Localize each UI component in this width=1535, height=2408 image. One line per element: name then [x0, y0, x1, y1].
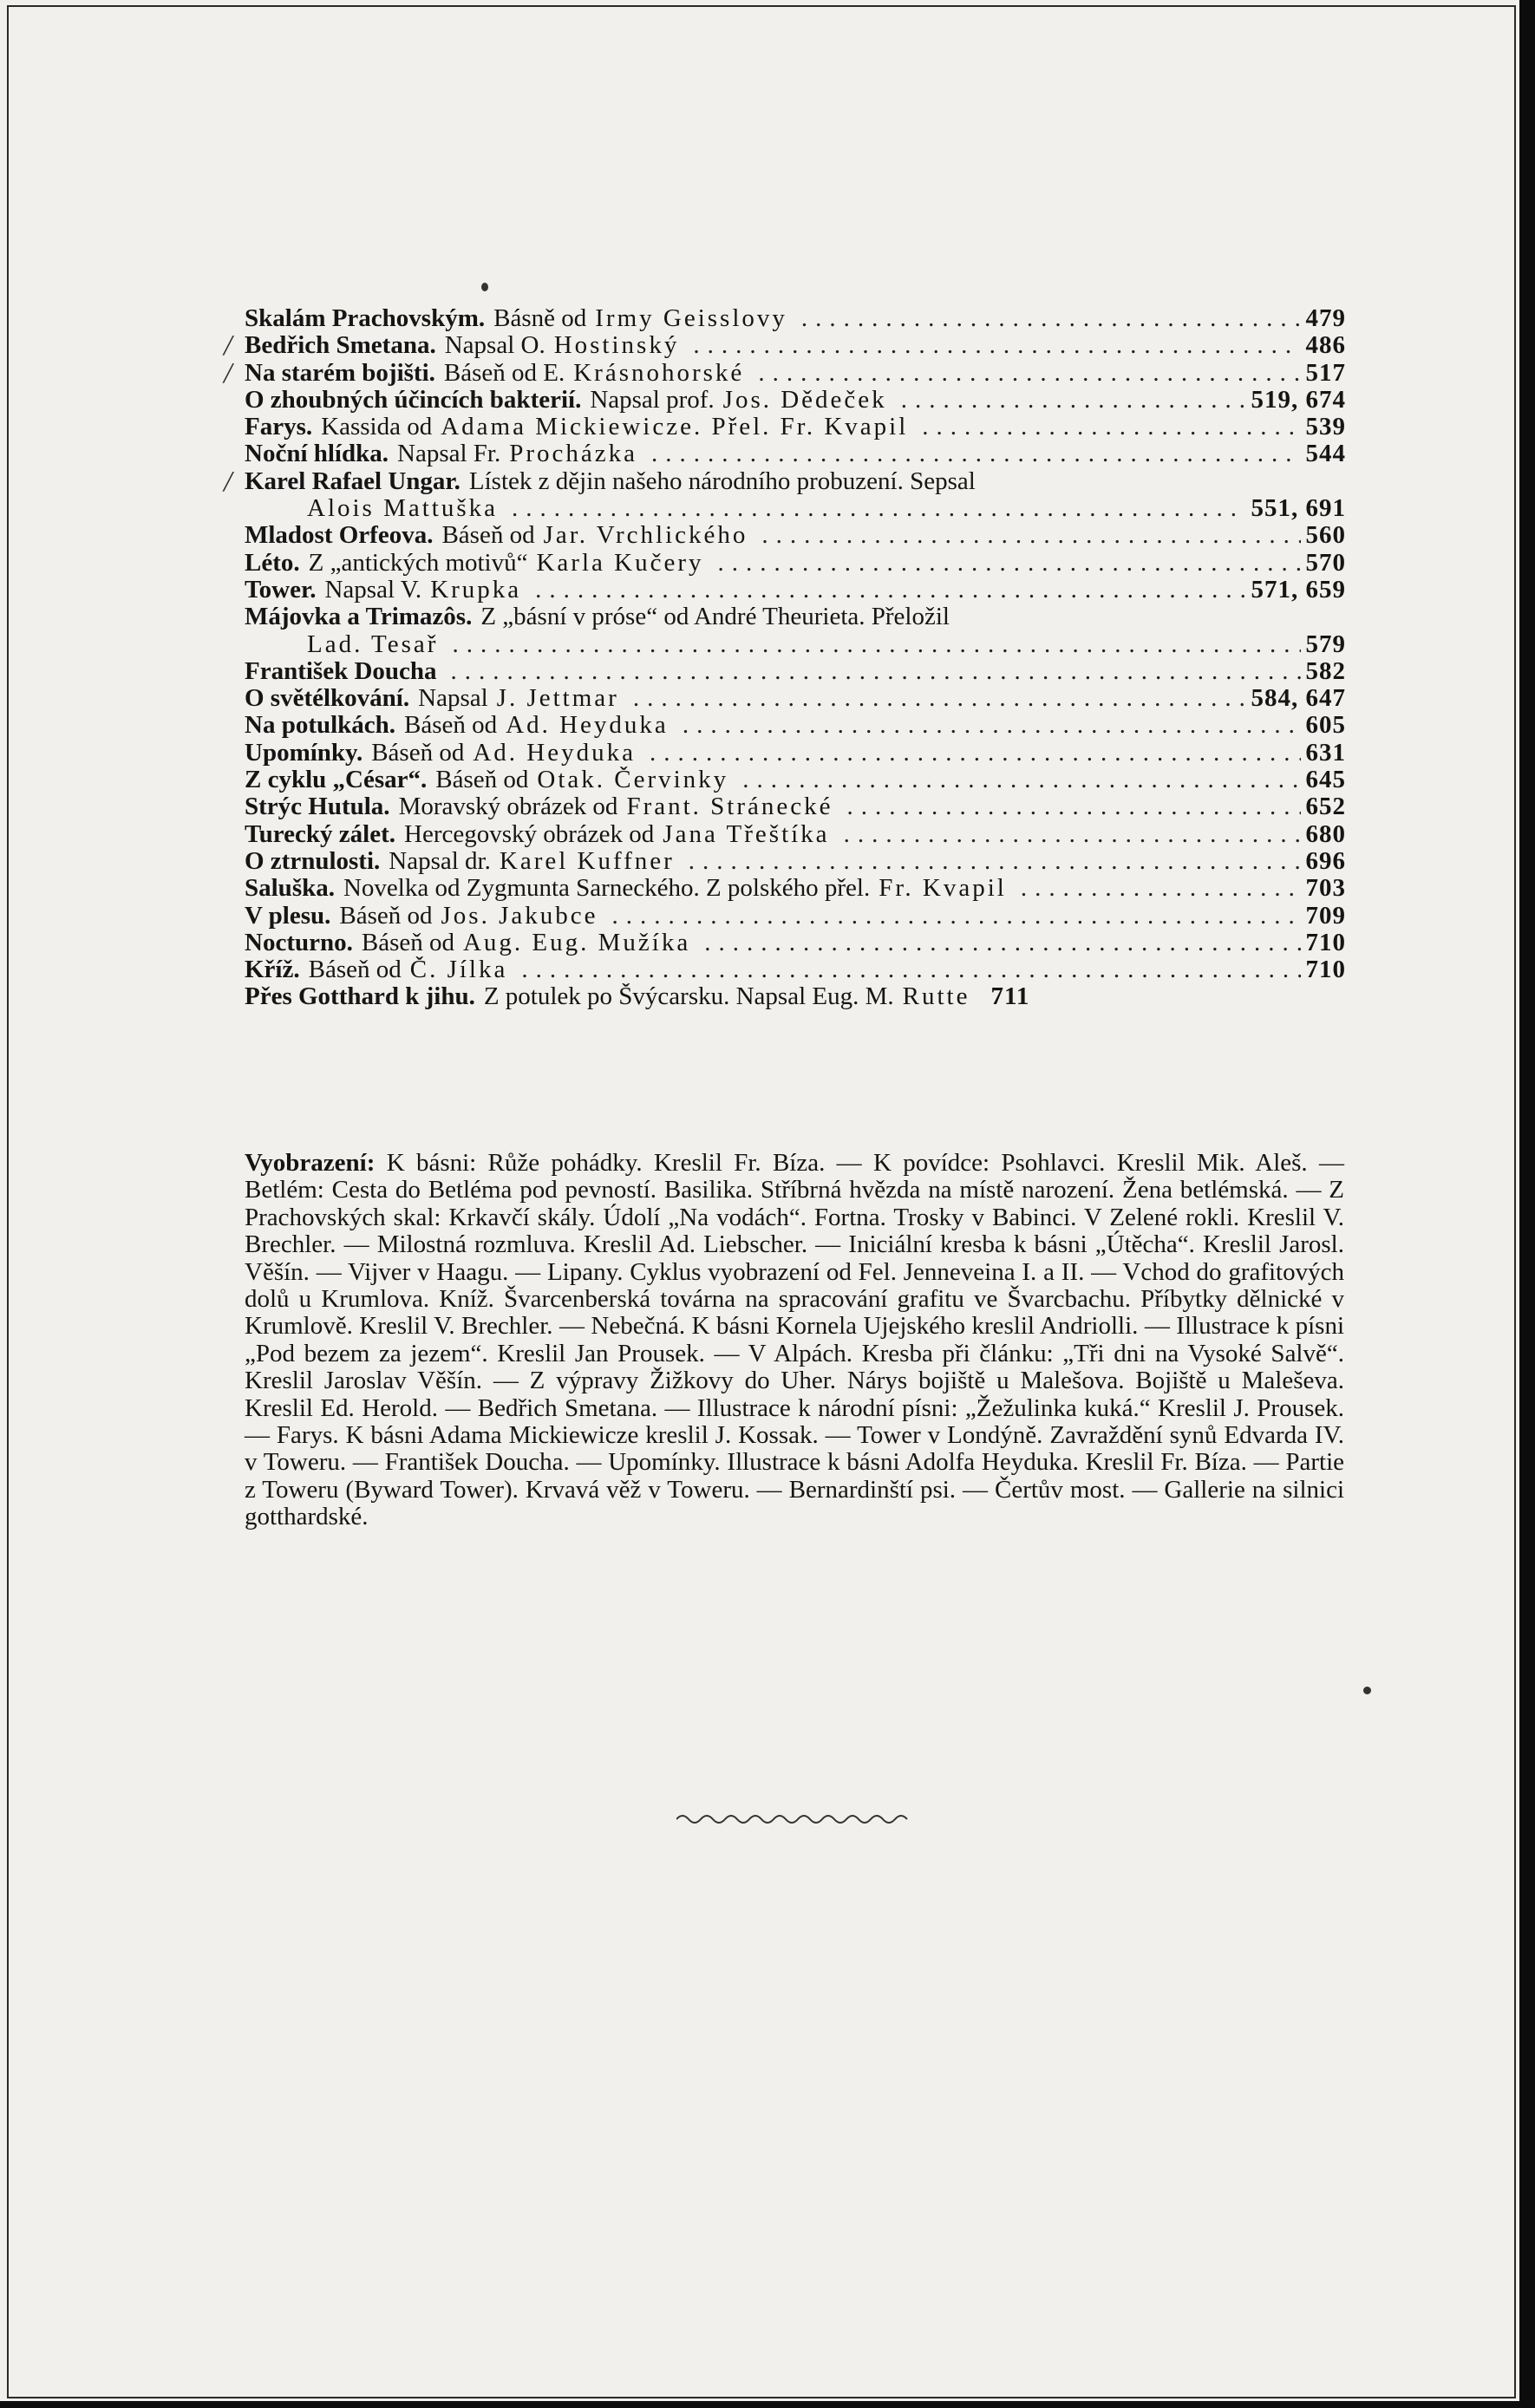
- toc-entry-pages: 709: [1305, 902, 1346, 930]
- toc-entry-pages: 544: [1305, 440, 1346, 468]
- toc-entry-title: Saluška.: [245, 875, 335, 903]
- pencil-check-mark-icon: /: [224, 330, 232, 362]
- dot-leader: [451, 658, 1301, 685]
- toc-entry-author: J. Jettmar: [496, 685, 619, 713]
- toc-entry-description: Báseň od: [435, 767, 529, 794]
- toc-entry-title: Májovka a Trimazôs.: [245, 604, 473, 631]
- illustrations-list: [245, 1150, 1344, 1531]
- toc-entry: [245, 604, 1346, 630]
- print-speck: [481, 283, 488, 291]
- toc-entry-title: Karel Rafael Ungar.: [245, 467, 460, 495]
- toc-entry-title: V plesu.: [245, 902, 331, 930]
- toc-entry: [245, 414, 1346, 440]
- toc-entry-pages: 570: [1305, 549, 1346, 577]
- toc-entry: [245, 930, 1346, 956]
- dot-leader: [689, 848, 1301, 875]
- toc-entry-pages: 584, 647: [1251, 685, 1346, 713]
- toc-entry-description: Z „antických motivů“: [308, 549, 528, 577]
- dot-leader: [717, 550, 1300, 577]
- toc-entry-author: Otak. Červinky: [537, 767, 729, 794]
- toc-entry: [245, 903, 1346, 930]
- toc-entry: [245, 848, 1346, 875]
- dot-leader: [612, 903, 1301, 930]
- toc-entry-description: Napsal O.: [444, 331, 545, 360]
- toc-entry-pages: 680: [1305, 820, 1346, 848]
- toc-entry-title: Léto.: [245, 549, 300, 577]
- toc-entry: [245, 712, 1346, 739]
- dot-leader: [901, 387, 1246, 414]
- toc-entry: [224, 330, 1346, 362]
- toc-entry: [224, 465, 1346, 498]
- toc-entry-description: Báseň od: [404, 712, 498, 740]
- toc-entry-author: Č. Jílka: [409, 956, 508, 984]
- toc-entry-author: Karel Kuffner: [499, 847, 675, 875]
- dot-leader: [683, 712, 1301, 739]
- toc-entry-title: Skalám Prachovským.: [245, 305, 486, 332]
- toc-entry-pages: 703: [1305, 875, 1346, 903]
- toc-entry-title: Na potulkách.: [245, 712, 396, 740]
- toc-entry-pages: 605: [1305, 712, 1346, 740]
- toc-entry-pages: 551, 691: [1251, 495, 1346, 523]
- toc-entry-title: Strýc Hutula.: [245, 793, 390, 821]
- toc-entry: [245, 631, 1346, 658]
- toc-entry-pages: 519, 674: [1251, 386, 1346, 414]
- toc-entry-title: Bedřich Smetana.: [245, 331, 436, 360]
- toc-entry-author: Hostinský: [553, 331, 680, 360]
- toc-entry-title: Farys.: [245, 414, 313, 441]
- toc-entry-pages: 582: [1305, 657, 1346, 685]
- toc-entry: [245, 821, 1346, 848]
- dot-leader: [922, 414, 1300, 440]
- toc-entry-description: Napsal dr.: [389, 847, 491, 875]
- toc-entry-author: Alois Mattuška: [307, 495, 499, 523]
- table-of-contents: [224, 305, 1346, 1011]
- toc-entry-author: Procházka: [509, 440, 637, 468]
- toc-entry-pages: 711: [990, 983, 1030, 1011]
- toc-entry-title: Mladost Orfeova.: [245, 522, 434, 550]
- toc-entry: [245, 495, 1346, 522]
- toc-entry-title: František Doucha: [245, 657, 437, 685]
- illustrations-text: K básni: Růže pohádky. Kreslil Fr. Bíza. — K povídce: Psohlavci. Kreslil Mik. Aleš. — Betlém: Cesta do Betléma pod pevností. Basilika. Stříbrná hvězda na místě narození. Žena betlémská. — Z Prachovských skal: Krkavčí skály. Údolí „Na vodách“. Fortna. Trosky v Babinci. V Zelené rokli. Kreslil V. Brechler. — Milostná rozmluva. Kreslil Ad. Liebscher. — Iniciální kresba k básni „Útěcha“. Kreslil Jarosl. Věšín. — Vijver v Haagu. — Lipany. Cyklus vyobrazení od Fel. Jenneveina I. a II. — Vchod do grafitových dolů u Krumlova. Kníž. Švarcenberská továrna na spracování grafitu ve Švarcbachu. Příbytky dělnické v Krumlově. Kreslil V. Brechler. — Nebečná. K básni Kornela Ujejského kreslil Andriolli. — Illustrace k písni „Pod bezem za jezem“. Kreslil Jan Prousek. — V Alpách. Kresba při článku: „Tři dni na Vysoké Salvě“. Kreslil Jaroslav Věšín. — Z výpravy Žižkovy do Uher. Nárys bojiště u Malešova. Bojiště u Maleševa. Kreslil Ed. Herold. — Bedřich Smetana. — Illustrace k národní písni: „Žežulinka kuká.“ Kreslil J. Prousek. — Farys. K básni Adama Mickiewicze kreslil J. Kossak. — Tower v Londýně. Zavraždění synů Edvarda IV. v Toweru. — František Doucha. — Upomínky. Illustrace k básni Adolfa Heyduka. Kreslil Fr. Bíza. — Partie z Toweru (Byward Tower). Krvavá věž v Toweru. — Bernardinští psi. — Čertův most. — Gallerie na silnici gotthardské.: [245, 1149, 1344, 1531]
- toc-entry: [245, 875, 1346, 902]
- toc-entry: [224, 356, 1346, 389]
- toc-entry-description: Báseň od: [361, 929, 454, 956]
- dot-leader: [844, 821, 1301, 848]
- toc-entry-description: Báseň od: [339, 902, 433, 930]
- dot-leader: [1021, 875, 1301, 902]
- page-edge-shadow: [1519, 0, 1535, 2408]
- toc-entry-title: O světélkování.: [245, 685, 410, 713]
- toc-entry-title: Tower.: [245, 576, 317, 604]
- toc-entry: [245, 550, 1346, 577]
- toc-entry-description: Báseň od: [308, 956, 402, 984]
- toc-entry-author: Jos. Jakubce: [441, 902, 598, 930]
- toc-entry-title: Na starém bojišti.: [245, 358, 435, 387]
- toc-entry-description: Napsal: [418, 685, 488, 713]
- toc-entry-author: Aug. Eug. Mužíka: [462, 929, 691, 956]
- toc-entry-description: Báseň od: [371, 739, 465, 767]
- pencil-check-mark-icon: /: [224, 465, 232, 498]
- toc-entry-pages: 645: [1305, 767, 1346, 794]
- toc-entry-author: Jana Třeštíka: [663, 820, 830, 848]
- print-speck: [1363, 1687, 1371, 1694]
- toc-entry: [245, 522, 1346, 549]
- toc-entry-pages: 631: [1305, 739, 1346, 767]
- toc-entry-description: Kassida od: [321, 414, 433, 441]
- toc-entry-author: Krásnohorské: [573, 358, 745, 387]
- toc-entry-description: Z „básní v próse“ od André Theurieta. Přeložil: [480, 604, 950, 631]
- toc-entry-pages: 539: [1305, 414, 1346, 441]
- toc-entry-author: Karla Kučery: [536, 549, 704, 577]
- dot-leader: [633, 685, 1246, 712]
- toc-entry-title: O ztrnulosti.: [245, 847, 381, 875]
- ornament-squiggle: [676, 1809, 911, 1828]
- toc-entry: [245, 685, 1346, 712]
- toc-entry-title: Nocturno.: [245, 929, 353, 956]
- toc-entry-description: Napsal prof.: [590, 386, 715, 414]
- toc-entry: [245, 793, 1346, 820]
- toc-entry-author: Rutte: [902, 983, 970, 1011]
- toc-entry-author: Fr. Kvapil: [879, 875, 1007, 903]
- toc-entry-author: Krupka: [430, 576, 522, 604]
- toc-entry-title: Z cyklu „César“.: [245, 767, 428, 794]
- toc-entry-pages: 696: [1305, 847, 1346, 875]
- toc-entry-author: Jar. Vrchlického: [543, 522, 748, 550]
- toc-entry: [245, 956, 1346, 983]
- toc-entry-pages: 579: [1305, 630, 1346, 658]
- toc-entry: [245, 767, 1346, 793]
- pencil-check-mark-icon: /: [224, 356, 232, 389]
- dot-leader: [801, 305, 1301, 332]
- toc-entry-author: Jos. Dědeček: [722, 386, 887, 414]
- toc-entry: [245, 577, 1346, 604]
- toc-entry-description: Báseň od E.: [443, 358, 565, 387]
- toc-entry-description: Básně od: [493, 305, 587, 332]
- toc-entry-title: O zhoubných účincích bakterií.: [245, 386, 582, 414]
- toc-entry: [245, 983, 1346, 1010]
- toc-entry-pages: 710: [1305, 956, 1346, 984]
- toc-entry-pages: 560: [1305, 522, 1346, 550]
- toc-entry-author: Ad. Heyduka: [473, 739, 636, 767]
- toc-entry: [245, 305, 1346, 332]
- dot-leader: [650, 740, 1301, 767]
- toc-entry-description: Z potulek po Švýcarsku. Napsal Eug. M.: [483, 983, 894, 1011]
- toc-entry: [245, 440, 1346, 467]
- toc-entry-description: Hercegovský obrázek od: [404, 820, 655, 848]
- toc-entry-author: Lad. Tesař: [307, 630, 439, 658]
- toc-entry-title: Turecký zálet.: [245, 820, 395, 848]
- toc-entry-title: Noční hlídka.: [245, 440, 389, 468]
- toc-entry-pages: 571, 659: [1251, 576, 1346, 604]
- toc-entry-author: Ad. Heyduka: [506, 712, 669, 740]
- dot-leader: [693, 332, 1300, 359]
- dot-leader: [742, 767, 1300, 793]
- toc-entry-title: Kříž.: [245, 956, 300, 984]
- toc-entry: [245, 740, 1346, 767]
- toc-entry: [245, 658, 1346, 685]
- toc-entry-description: Napsal Fr.: [397, 440, 501, 468]
- dot-leader: [512, 495, 1245, 522]
- dot-leader: [452, 631, 1300, 658]
- dot-leader: [846, 793, 1300, 820]
- toc-entry-pages: 486: [1305, 331, 1346, 360]
- toc-entry-description: Lístek z dějin našeho národního probuzení. Sepsal: [468, 467, 976, 495]
- toc-entry-description: Báseň od: [441, 522, 535, 550]
- toc-entry-pages: 652: [1305, 793, 1346, 821]
- toc-entry-author: Frant. Stránecké: [626, 793, 833, 821]
- toc-entry-pages: 710: [1305, 929, 1346, 956]
- page-edge-bottom-shadow: [0, 2401, 1535, 2408]
- toc-entry-description: Moravský obrázek od: [398, 793, 618, 821]
- dot-leader: [535, 577, 1245, 604]
- toc-entry-description: Novelka od Zygmunta Sarneckého. Z polského přel.: [343, 875, 871, 903]
- toc-entry-description: Napsal V.: [324, 576, 422, 604]
- toc-entry-pages: 479: [1305, 305, 1346, 332]
- toc-entry-author: Irmy Geisslovy: [595, 305, 787, 332]
- dot-leader: [761, 522, 1300, 549]
- toc-entry-title: Přes Gotthard k jihu.: [245, 983, 475, 1011]
- toc-entry: [245, 387, 1346, 414]
- dot-leader: [651, 440, 1301, 467]
- toc-entry-title: Upomínky.: [245, 739, 363, 767]
- dot-leader: [758, 360, 1300, 387]
- illustrations-heading: Vyobrazení:: [245, 1149, 376, 1177]
- toc-entry-author: Adama Mickiewicze. Přel. Fr. Kvapil: [441, 414, 909, 441]
- toc-entry-pages: 517: [1305, 358, 1346, 387]
- dot-leader: [704, 930, 1300, 956]
- dot-leader: [521, 956, 1300, 983]
